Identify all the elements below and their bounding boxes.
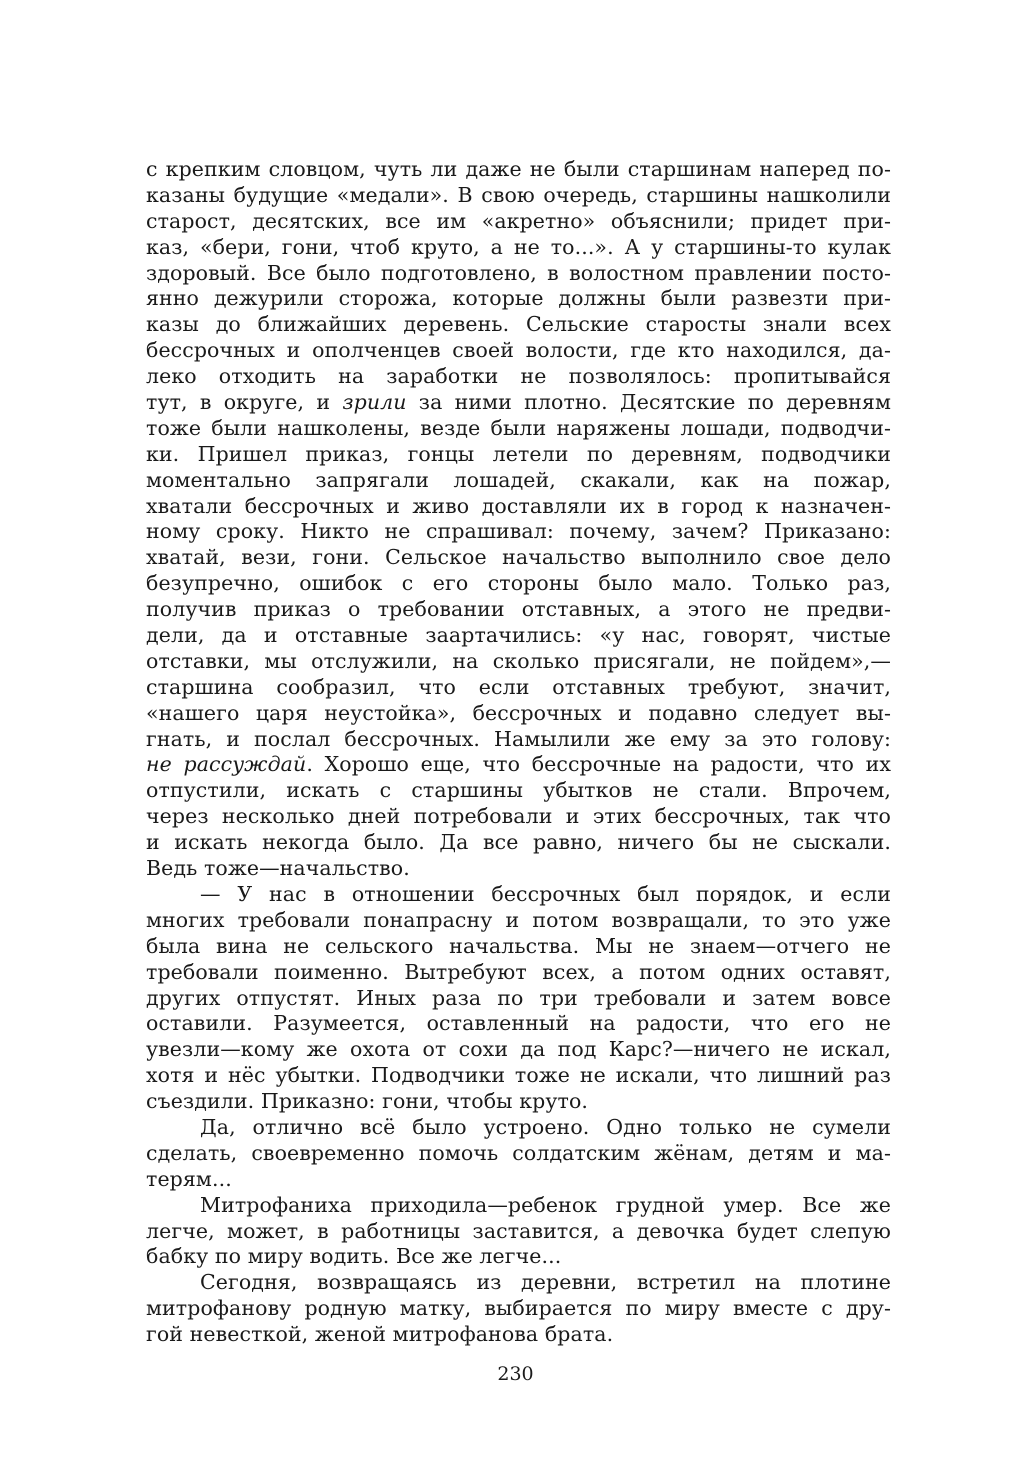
text-line: оставили. Разумеется, оставленный на радости, что его не (146, 1011, 891, 1036)
page-number: 230 (497, 1363, 534, 1385)
emphasis: не рассуждай (146, 752, 307, 777)
text-line: Сегодня, возвращаясь из деревни, встретил на плотине (200, 1270, 891, 1295)
text-line: тоже были нашколены, везде были наряжены лошади, подводчи- (146, 415, 891, 440)
text-line: хватай, вези, гони. Сельское начальство выполнило свое дело (146, 545, 891, 570)
text-line: тут, в округе, и зрили за ними плотно. Десятские по деревням (146, 390, 891, 415)
text-line: других отпустят. Иных раза по три требовали и затем вовсе (146, 985, 891, 1010)
text-line: каз, «бери, гони, чтоб круто, а не то...». А у старшины-то кулак (146, 234, 891, 259)
text-line: сделать, своевременно помочь солдатским жёнам, детям и ма- (146, 1140, 891, 1165)
text-line: с крепким словцом, чуть ли даже не были старшинам наперед по- (146, 157, 891, 181)
text-line: гой невесткой, женой митрофанова брата. (146, 1322, 614, 1347)
text-line: многих требовали понапрасну и потом возвращали, то это уже (146, 907, 891, 932)
text-line: требовали поименно. Вытребуют всех, а потом одних оставят, (146, 959, 891, 984)
text-line: через несколько дней потребовали и этих бессрочных, так что (146, 804, 891, 829)
text-line: терям... (146, 1166, 232, 1191)
text-line: Митрофаниха приходила—ребенок грудной умер. Все же (200, 1192, 891, 1217)
text-line: отпустили, искать с старшины убытков не стали. Впрочем, (146, 778, 891, 803)
text-line: и искать некогда было. Да все равно, ничего бы не сыскали. (146, 830, 891, 855)
text-line: моментально запрягали лошадей, скакали, как на пожар, (146, 467, 891, 492)
text-line: хватали бессрочных и живо доставляли их в город к назначен- (146, 493, 891, 518)
text-line: старост, десятских, все им «акретно» объяснили; придет при- (146, 208, 891, 233)
text-line: казы до ближайших деревень. Сельские старосты знали всех (146, 312, 891, 337)
text-line: отставки, мы отслужили, на сколько присягали, не пойдем»,— (146, 648, 891, 673)
text-line: леко отходить на заработки не позволялось: пропитывайся (146, 364, 891, 389)
text-line: не рассуждай. Хорошо еще, что бессрочные на радости, что их (146, 752, 891, 777)
emphasis: зрили (342, 390, 407, 415)
text-line: Да, отлично всё было устроено. Одно только не сумели (200, 1114, 891, 1139)
text-line: бессрочных и ополченцев своей волости, где кто находился, да- (146, 338, 891, 363)
text-line: дели, да и отставные заартачились: «у нас, говорят, чистые (146, 623, 891, 648)
text-line: ному сроку. Никто не спрашивал: почему, зачем? Приказано: (146, 519, 891, 544)
text-line: гнать, и послал бессрочных. Намылили же ему за это голову: (146, 726, 891, 751)
text-line: казаны будущие «медали». В свою очередь, старшины нашколили (146, 182, 891, 207)
text-line: янно дежурили сторожа, которые должны были развезти при- (146, 286, 891, 311)
text-line: «нашего царя неустойка», бессрочных и подавно следует вы- (146, 700, 891, 725)
text-line: легче, может, в работницы заставится, а девочка будет слепую (146, 1218, 891, 1243)
text-line: безупречно, ошибок с его стороны было мало. Только раз, (146, 571, 891, 596)
text-line: митрофанову родную матку, выбирается по миру вместе с дру- (146, 1296, 891, 1321)
text-line: съездили. Приказно: гони, чтобы круто. (146, 1089, 588, 1114)
text-line: получив приказ о требовании отставных, а этого не предви- (146, 597, 891, 622)
text-line: здоровый. Все было подготовлено, в волостном правлении посто- (146, 260, 891, 285)
text-line: ки. Пришел приказ, гонцы летели по деревням, подводчики (146, 441, 891, 466)
text-line: хотя и нёс убытки. Подводчики тоже не искали, что лишний раз (146, 1063, 891, 1088)
text-line: Ведь тоже—начальство. (146, 856, 410, 881)
text-line: старшина сообразил, что если отставных требуют, значит, (146, 674, 891, 699)
body-text (146, 157, 891, 1348)
text-line: увезли—кому же охота от сохи да под Карс?—ничего не искал, (146, 1037, 891, 1062)
text-line: бабку по миру водить. Все же легче... (146, 1244, 562, 1269)
text-line: была вина не сельского начальства. Мы не знаем—отчего не (146, 933, 891, 958)
text-line: — У нас в отношении бессрочных был порядок, и если (200, 881, 891, 906)
